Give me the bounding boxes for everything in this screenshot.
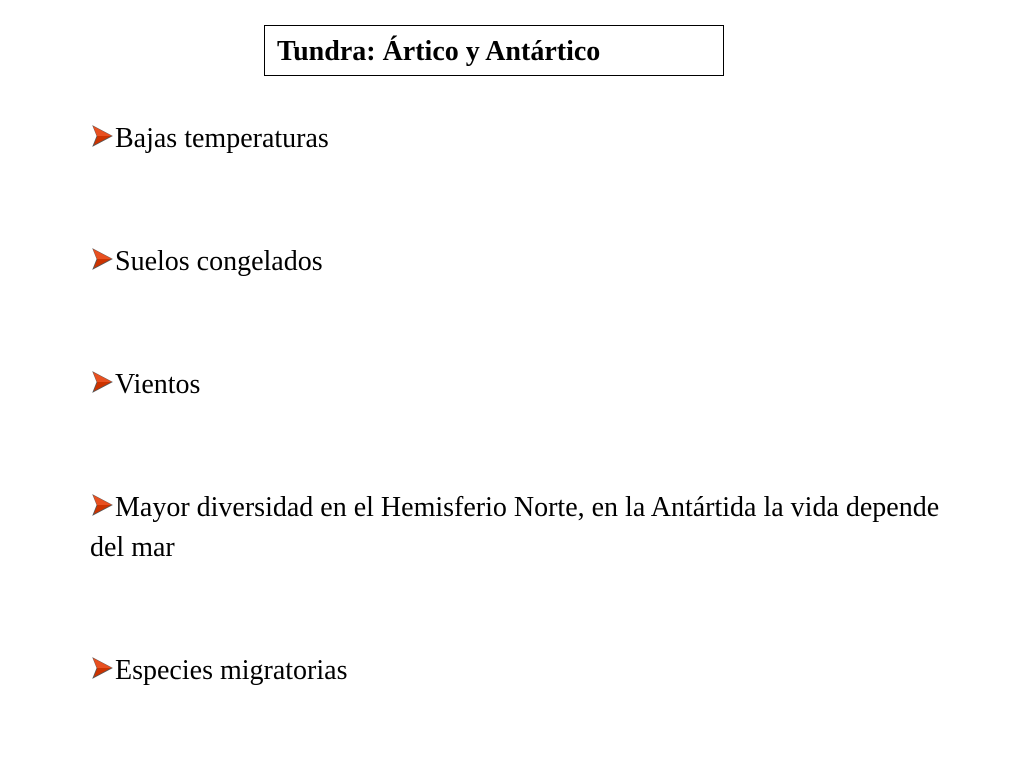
bullet-text: Bajas temperaturas xyxy=(115,123,329,154)
arrowhead-bullet-icon xyxy=(90,493,114,517)
slide-title: Tundra: Ártico y Antártico xyxy=(277,36,601,67)
title-box xyxy=(264,25,724,76)
bullet-item xyxy=(90,488,950,568)
arrowhead-bullet-icon xyxy=(90,656,114,680)
bullet-text: Vientos xyxy=(115,369,201,400)
bullet-item xyxy=(90,119,950,159)
arrowhead-bullet-icon xyxy=(90,247,114,271)
bullet-text: Suelos congelados xyxy=(115,246,323,277)
bullet-text: Mayor diversidad en el Hemisferio Norte, en la Antártida la vida depende del mar xyxy=(90,492,940,563)
bullet-item xyxy=(90,365,950,405)
arrowhead-bullet-icon xyxy=(90,370,114,394)
bullet-text: Especies migratorias xyxy=(115,655,348,686)
arrowhead-bullet-icon xyxy=(90,124,114,148)
bullet-item xyxy=(90,651,950,691)
bullet-item xyxy=(90,242,950,282)
